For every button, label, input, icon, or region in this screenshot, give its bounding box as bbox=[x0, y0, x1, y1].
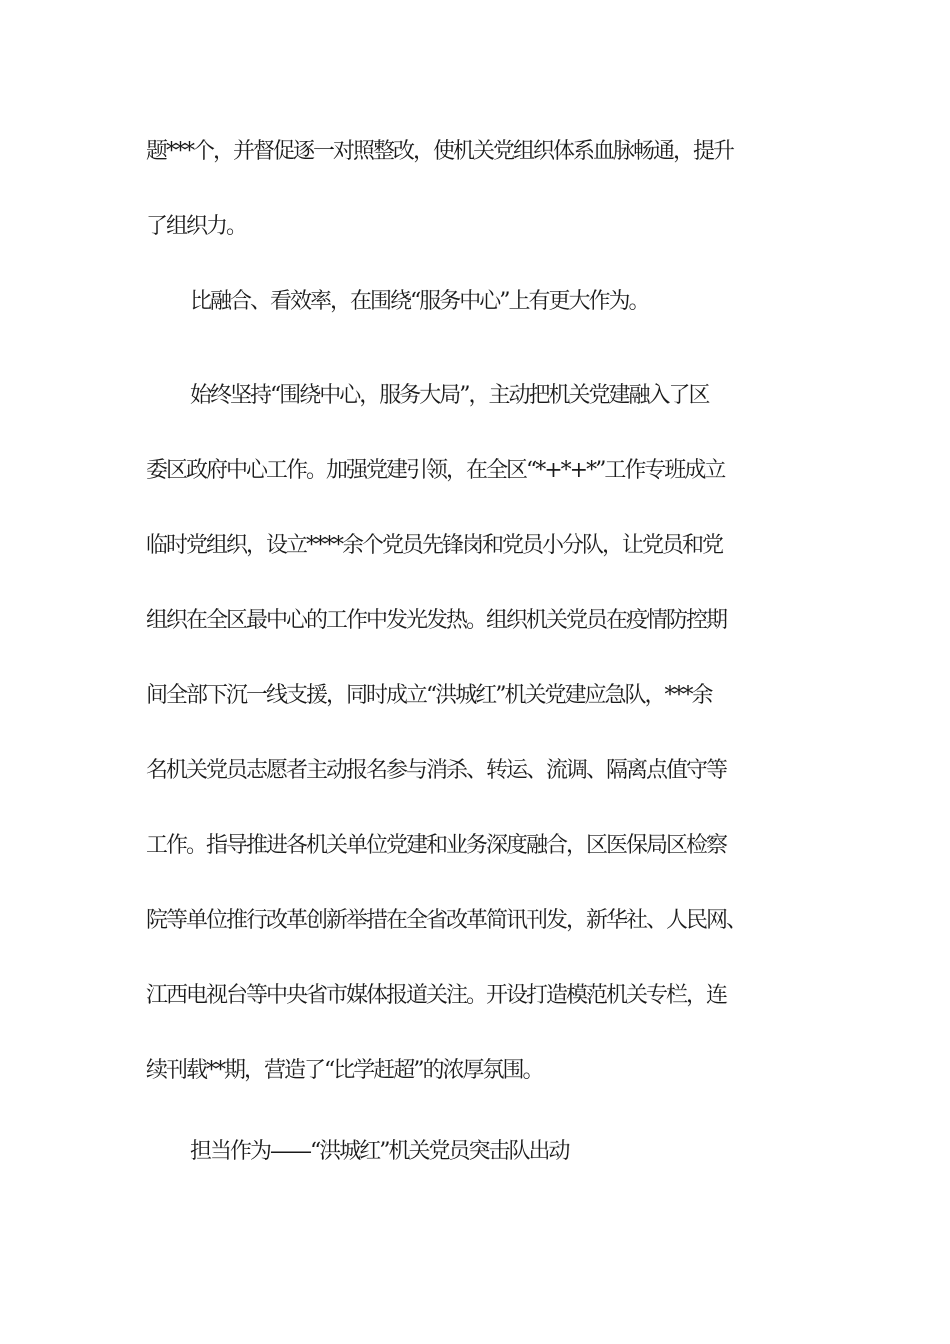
paragraph-line-3: 始终坚持“围绕中心，服务大局”，主动把机关党建融入了区 bbox=[190, 383, 709, 408]
section-heading-2: 担当作为——“洪城红”机关党员突击队出动 bbox=[190, 1139, 569, 1164]
paragraph-line-12: 续刊载**期，营造了“比学赶超”的浓厚氛围。 bbox=[146, 1058, 543, 1083]
paragraph-line-6: 组织在全区最中心的工作中发光发热。组织机关党员在疫情防控期 bbox=[146, 608, 727, 633]
paragraph-line-4: 委区政府中心工作。加强党建引领，在全区“*+*+*”工作专班成立 bbox=[146, 458, 725, 483]
paragraph-line-11: 江西电视台等中央省市媒体报道关注。开设打造模范机关专栏，连 bbox=[146, 983, 727, 1008]
paragraph-line-10: 院等单位推行改革创新举措在全省改革简讯刊发，新华社、人民网、 bbox=[146, 908, 747, 933]
paragraph-line-8: 名机关党员志愿者主动报名参与消杀、转运、流调、隔离点值守等 bbox=[146, 758, 727, 783]
paragraph-line-2: 了组织力。 bbox=[146, 214, 247, 239]
paragraph-line-5: 临时党组织，设立****余个党员先锋岗和党员小分队，让党员和党 bbox=[146, 533, 723, 558]
paragraph-line-7: 间全部下沉一线支援，同时成立“洪城红”机关党建应急队，***余 bbox=[146, 683, 712, 708]
paragraph-line-1: 题***个，并督促逐一对照整改，使机关党组织体系血脉畅通，提升 bbox=[146, 139, 734, 164]
section-heading-1: 比融合、看效率，在围绕“服务中心”上有更大作为。 bbox=[190, 289, 649, 314]
paragraph-line-9: 工作。指导推进各机关单位党建和业务深度融合，区医保局区检察 bbox=[146, 833, 727, 858]
